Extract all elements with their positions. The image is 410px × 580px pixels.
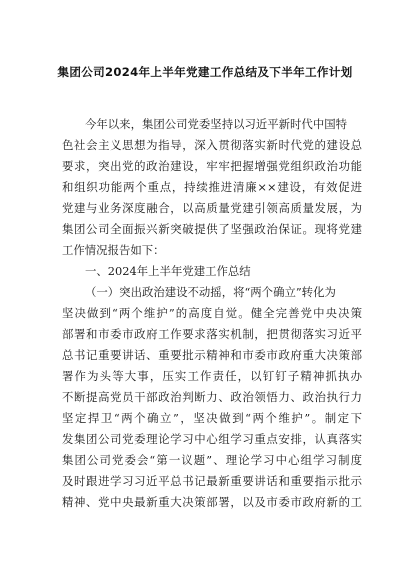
paragraph-line: 精神、党中央最新重大决策部署，以及市委市政府新的工 [62,495,362,509]
paragraph-line: 坚定捍卫“两个确立”，坚决做到“两个维护”。制定下 [62,411,362,425]
paragraph-line: 署作为头等大事，压实工作责任，以钉钉子精神抓执办 [62,369,362,383]
paragraph-line: 工作情况报告如下： [62,243,165,257]
paragraph-line: 发集团公司党委理论学习中心组学习重点安排，认真落实 [62,432,362,446]
paragraph-line: 总书记重要讲话、重要批示精神和市委市政府重大决策部 [62,348,362,362]
paragraph-line: 坚决做到“两个维护”的高度自觉。健全完善党中央决策 [62,306,362,320]
section-heading: 一、2024年上半年党建工作总结 [85,264,251,278]
document-body [62,114,362,513]
document-title: 集团公司2024年上半年党建工作总结及下半年工作计划 [57,65,353,79]
paragraph-line: 要求，突出党的政治建设，牢牢把握增强党组织政治功能 [62,159,362,173]
paragraph-line: 和组织功能两个重点，持续推进清廉××建设，有效促进 [62,180,362,194]
paragraph-line: 及时跟进学习习近平总书记最新重要讲话和重要指示批示 [62,474,362,488]
paragraph-line: 部署和市委市政府工作要求落实机制，把贯彻落实习近平 [62,327,362,341]
paragraph-line: 不断提高党员干部政治判断力、政治领悟力、政治执行力 [62,390,362,404]
paragraph-line: （一）突出政治建设不动摇，将“两个确立”转化为 [85,285,336,299]
paragraph-line: 今年以来，集团公司党委坚持以习近平新时代中国特 [85,117,347,131]
paragraph-line: 党建与业务深度融合，以高质量党建引领高质量发展，为 [62,201,362,215]
paragraph-line: 色社会主义思想为指导，深入贯彻落实新时代党的建设总 [62,138,362,152]
paragraph-line: 集团公司全面振兴新突破提供了坚强政治保证。现将党建 [62,222,362,236]
paragraph-line: 集团公司党委会“第一议题”、理论学习中心组学习制度 [62,453,362,467]
